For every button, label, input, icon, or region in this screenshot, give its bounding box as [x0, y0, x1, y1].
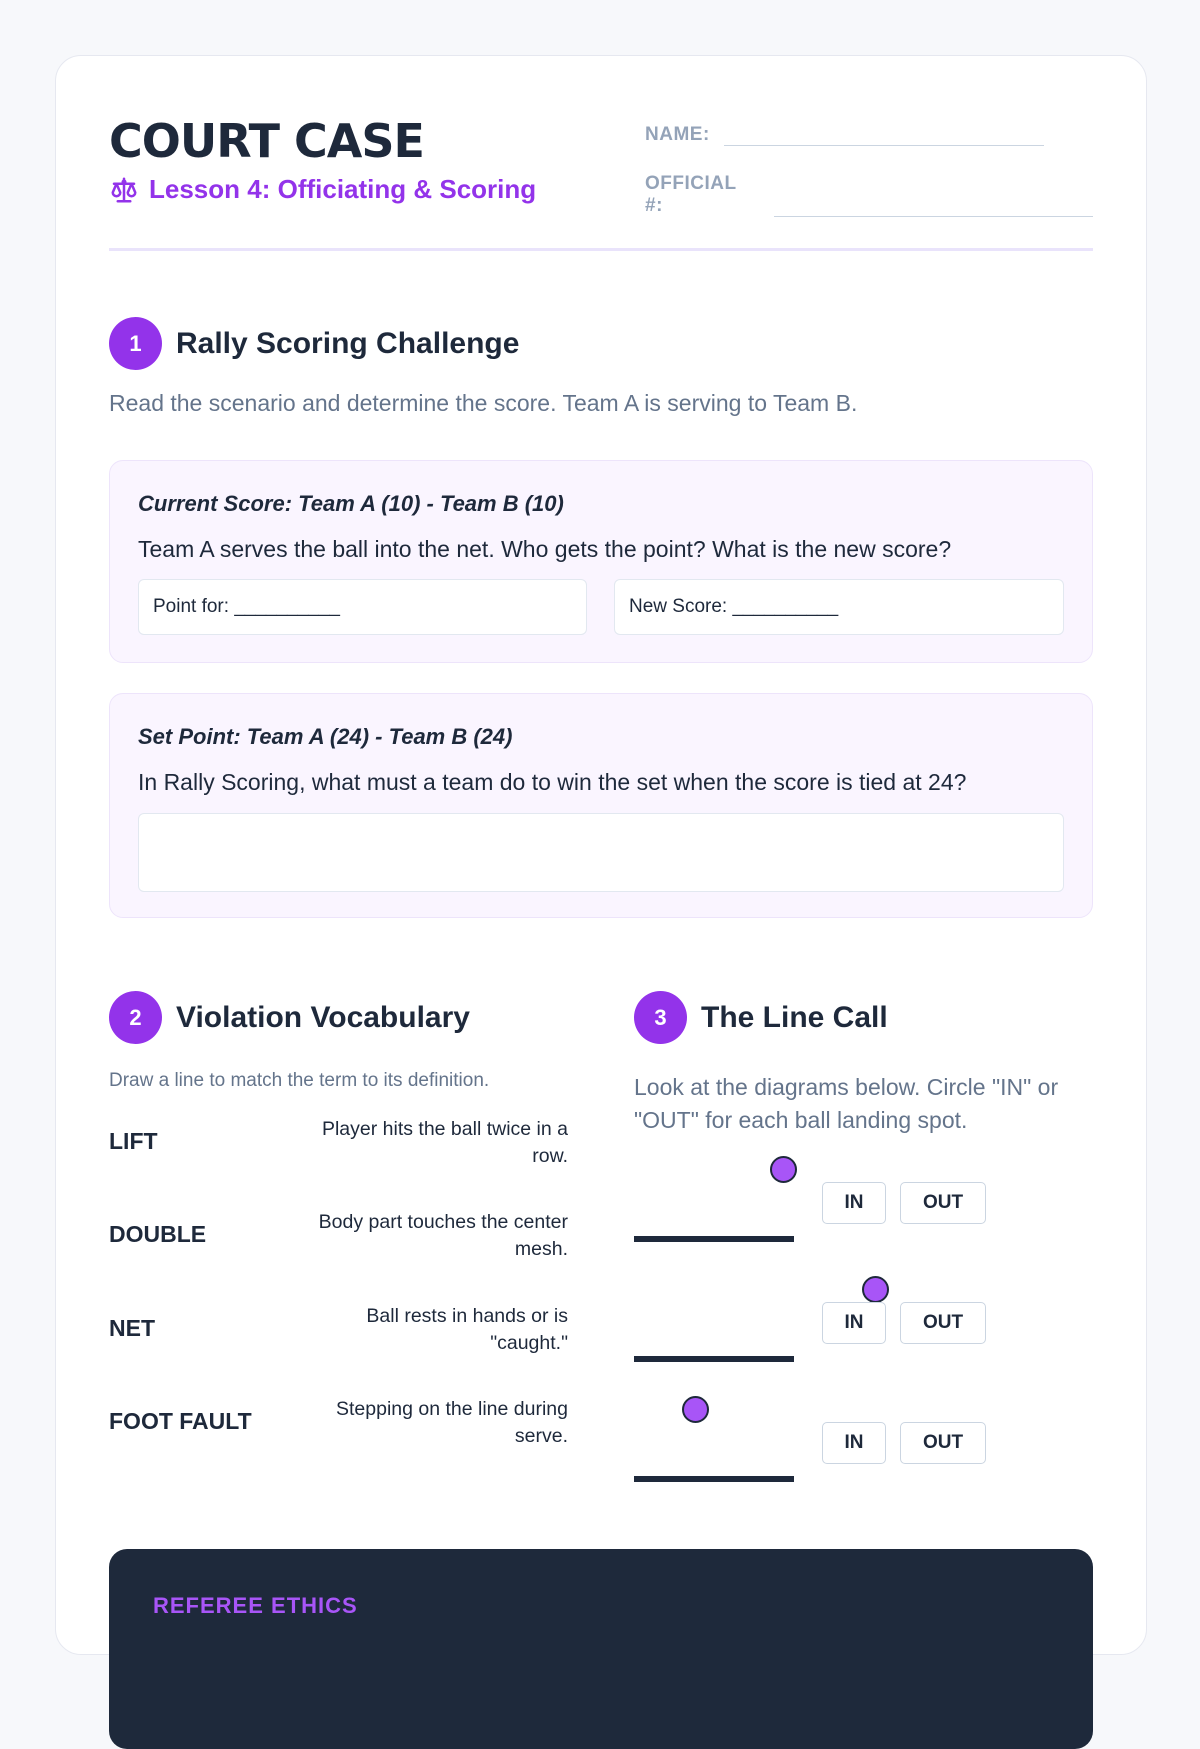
- referee-ethics-panel: [109, 1549, 1093, 1749]
- name-label: NAME:: [645, 124, 710, 145]
- name-input-line[interactable]: [724, 120, 1044, 146]
- out-button-1[interactable]: OUT: [900, 1182, 986, 1224]
- worksheet-card: [55, 55, 1147, 1655]
- ball-marker-3: [682, 1396, 709, 1423]
- section-1-title: Rally Scoring Challenge: [176, 326, 520, 360]
- in-button-3[interactable]: IN: [822, 1422, 886, 1464]
- new-score-field[interactable]: New Score: __________: [614, 579, 1064, 635]
- section-2-title: Violation Vocabulary: [176, 1000, 470, 1034]
- scenario-1-question: Team A serves the ball into the net. Who gets the point? What is the new score?: [138, 536, 952, 562]
- court-line-1: [634, 1236, 794, 1242]
- lesson-subtitle-text: Lesson 4: Officiating & Scoring: [149, 174, 537, 204]
- out-button-2[interactable]: OUT: [900, 1302, 986, 1344]
- term-lift: LIFT: [109, 1128, 158, 1154]
- name-field: [645, 120, 1044, 146]
- ball-marker-1: [770, 1156, 797, 1183]
- referee-ethics-title: REFEREE ETHICS: [153, 1593, 358, 1618]
- term-double: DOUBLE: [109, 1221, 207, 1247]
- ball-marker-2: [862, 1276, 889, 1303]
- official-input-line[interactable]: [774, 191, 1093, 217]
- scenario-1-box: [109, 460, 1093, 663]
- in-button-1[interactable]: IN: [822, 1182, 886, 1224]
- section-1-badge: 1: [109, 317, 162, 370]
- scenario-2-question: In Rally Scoring, what must a team do to win the set when the score is tied at 24?: [138, 769, 967, 795]
- term-foot-fault: FOOT FAULT: [109, 1408, 252, 1434]
- official-field: [645, 173, 1093, 217]
- scenario-2-title: Set Point: Team A (24) - Team B (24): [138, 724, 513, 749]
- page-title: COURT CASE: [109, 114, 424, 168]
- definition-3: Ball rests in hands or is "caught.": [366, 1305, 568, 1354]
- vocabulary-match: [109, 1116, 568, 1476]
- court-line-2: [634, 1356, 794, 1362]
- out-button-3[interactable]: OUT: [900, 1422, 986, 1464]
- definition-4: Stepping on the line during serve.: [335, 1398, 568, 1447]
- section-3-badge: 3: [634, 991, 687, 1044]
- court-line-3: [634, 1476, 794, 1482]
- scenario-2-box: [109, 693, 1093, 918]
- section-3-description: Look at the diagrams below. Circle "IN" or "OUT" for each ball landing spot.: [634, 1074, 1059, 1133]
- header-divider: [109, 248, 1093, 251]
- set-point-answer-field[interactable]: [138, 813, 1064, 892]
- section-1-description: Read the scenario and determine the score. Team A is serving to Team B.: [109, 390, 858, 416]
- lesson-subtitle: [109, 174, 536, 205]
- scenario-1-title: Current Score: Team A (10) - Team B (10): [138, 491, 564, 516]
- section-1-header: [109, 317, 519, 370]
- definition-1: Player hits the ball twice in a row.: [321, 1118, 568, 1167]
- in-button-2[interactable]: IN: [822, 1302, 886, 1344]
- point-for-field[interactable]: Point for: __________: [138, 579, 587, 635]
- official-label: OFFICIAL #:: [645, 173, 737, 216]
- section-2-header: [109, 991, 470, 1044]
- scales-icon: [109, 175, 139, 205]
- section-2-description: Draw a line to match the term to its definition.: [109, 1070, 490, 1091]
- term-net: NET: [109, 1315, 155, 1341]
- section-3-title: The Line Call: [701, 1000, 888, 1034]
- section-2-badge: 2: [109, 991, 162, 1044]
- section-3-header: [634, 991, 888, 1044]
- definition-2: Body part touches the center mesh.: [318, 1211, 568, 1260]
